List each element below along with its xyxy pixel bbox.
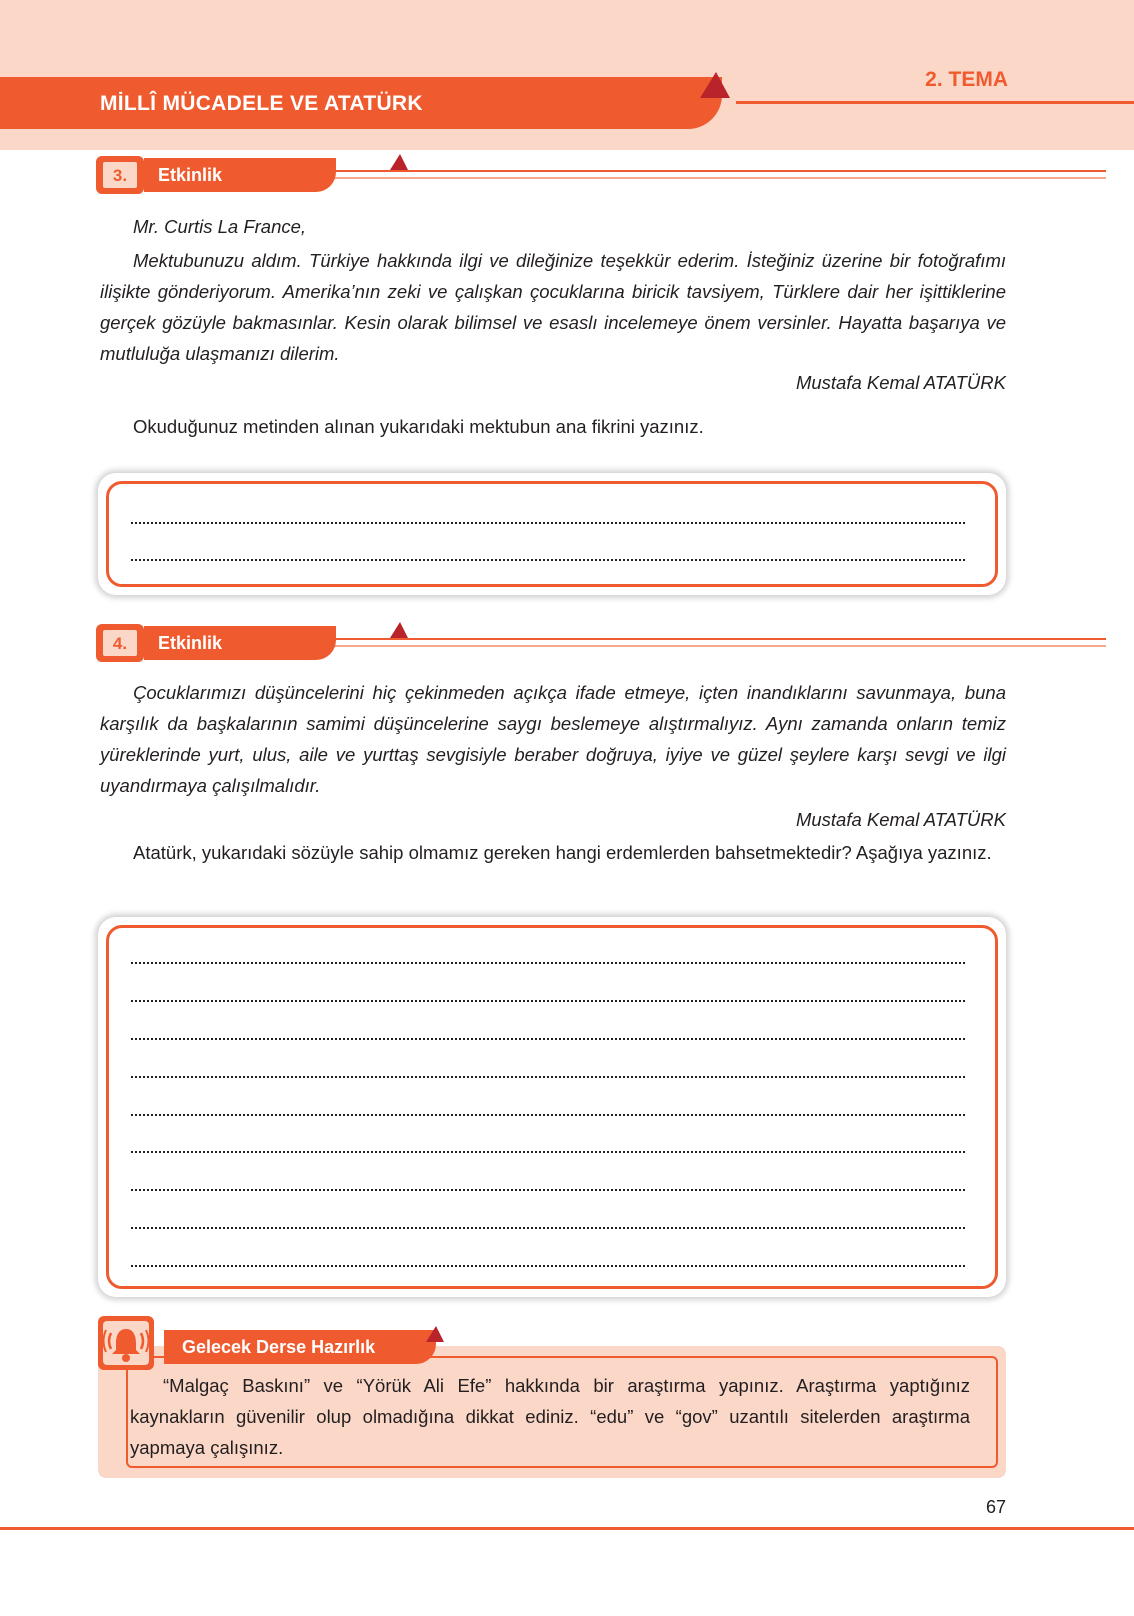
activity-3-tab: Etkinlik <box>144 158 336 192</box>
answer-line[interactable] <box>131 1000 965 1002</box>
theme-label: 2. TEMA <box>925 68 1008 91</box>
footer-rule <box>0 1527 1134 1530</box>
header-rule-light <box>298 645 1106 647</box>
activity-4-answer-box[interactable] <box>98 917 1006 1297</box>
page-number: 67 <box>985 1497 1006 1517</box>
activity-4-number-badge <box>98 626 142 660</box>
answer-box-frame <box>106 925 998 1289</box>
header-rule <box>298 638 1106 640</box>
preparation-tab: Gelecek Derse Hazırlık <box>164 1330 436 1364</box>
answer-line[interactable] <box>131 559 965 561</box>
answer-line[interactable] <box>131 1114 965 1116</box>
preparation-text: “Malgaç Baskını” ve “Yörük Ali Efe” hakkında bir araştırma yapınız. Araştırma yaptığınız kaynakların güvenilir olup olmadığına dikkat ediniz. “edu” ve “gov” uzantılı sitelerden araştırma yapmaya çalışınız. <box>130 1375 970 1458</box>
answer-line[interactable] <box>131 1038 965 1040</box>
activity-3-question: Okuduğunuz metinden alınan yukarıdaki mektubun ana fikrini yazınız. <box>133 416 704 437</box>
chapter-title: MİLLÎ MÜCADELE VE ATATÜRK <box>100 92 423 115</box>
answer-line[interactable] <box>131 1076 965 1078</box>
activity-3-answer-box[interactable] <box>98 473 1006 595</box>
tab-fold-decoration <box>390 622 408 638</box>
alarm-bell-icon <box>103 1321 149 1365</box>
answer-line[interactable] <box>131 1265 965 1267</box>
activity-3-header <box>98 158 1006 194</box>
tab-fold-decoration <box>390 154 408 170</box>
activity-4-tab: Etkinlik <box>144 626 336 660</box>
activity-4-header <box>98 626 1006 662</box>
answer-line[interactable] <box>131 522 965 524</box>
tab-fold-decoration <box>426 1326 444 1342</box>
letter-body: Mektubunuzu aldım. Türkiye hakkında ilgi ve dileğinize teşekkür ederim. İsteğiniz üzerine bir fotoğrafımı ilişikte gönderiyorum. Amerika’nın zeki ve çalışkan çocuklarına biricik tavsiyem, Türklere dair her işittiklerine gerçek gözüyle bakmasınlar. Kesin olarak bilimsel ve esaslı incelemeye önem versinler. Hayatta başarıya ve mutluluğa ulaşmanızı dilerim. <box>100 250 1006 364</box>
preparation-badge <box>98 1316 154 1370</box>
letter-salutation: Mr. Curtis La France, <box>133 216 307 237</box>
theme-divider <box>736 101 1134 104</box>
activity-4-signature: Mustafa Kemal ATATÜRK <box>795 809 1006 830</box>
header-rule <box>298 170 1106 172</box>
activity-3-signature: Mustafa Kemal ATATÜRK <box>795 372 1006 393</box>
answer-line[interactable] <box>131 1189 965 1191</box>
answer-line[interactable] <box>131 1151 965 1153</box>
activity-3-number: 3. <box>103 162 137 188</box>
answer-box-frame <box>106 481 998 587</box>
activity-4-question: Atatürk, yukarıdaki sözüyle sahip olmamız gereken hangi erdemlerden bahsetmektedir? Aşağıya yazınız. <box>133 842 992 863</box>
title-fold-decoration <box>700 72 730 98</box>
activity-4-number: 4. <box>103 630 137 656</box>
answer-line[interactable] <box>131 962 965 964</box>
answer-line[interactable] <box>131 1227 965 1229</box>
header-rule-light <box>298 177 1106 179</box>
activity-4-quote: Çocuklarımızı düşüncelerini hiç çekinmeden açıkça ifade etmeye, içten inandıklarını savunmaya, buna karşılık da başkalarının samimi düşüncelerine saygı beslemeye alıştırmalıyız. Aynı zamanda onların temiz yüreklerinde yurt, ulus, aile ve yurttaş sevgisiyle beraber doğruya, iyiye ve güzel şeylere karşı sevgi ve ilgi uyandırmaya çalışılmalıdır. <box>100 682 1006 796</box>
activity-3-number-badge <box>98 158 142 192</box>
